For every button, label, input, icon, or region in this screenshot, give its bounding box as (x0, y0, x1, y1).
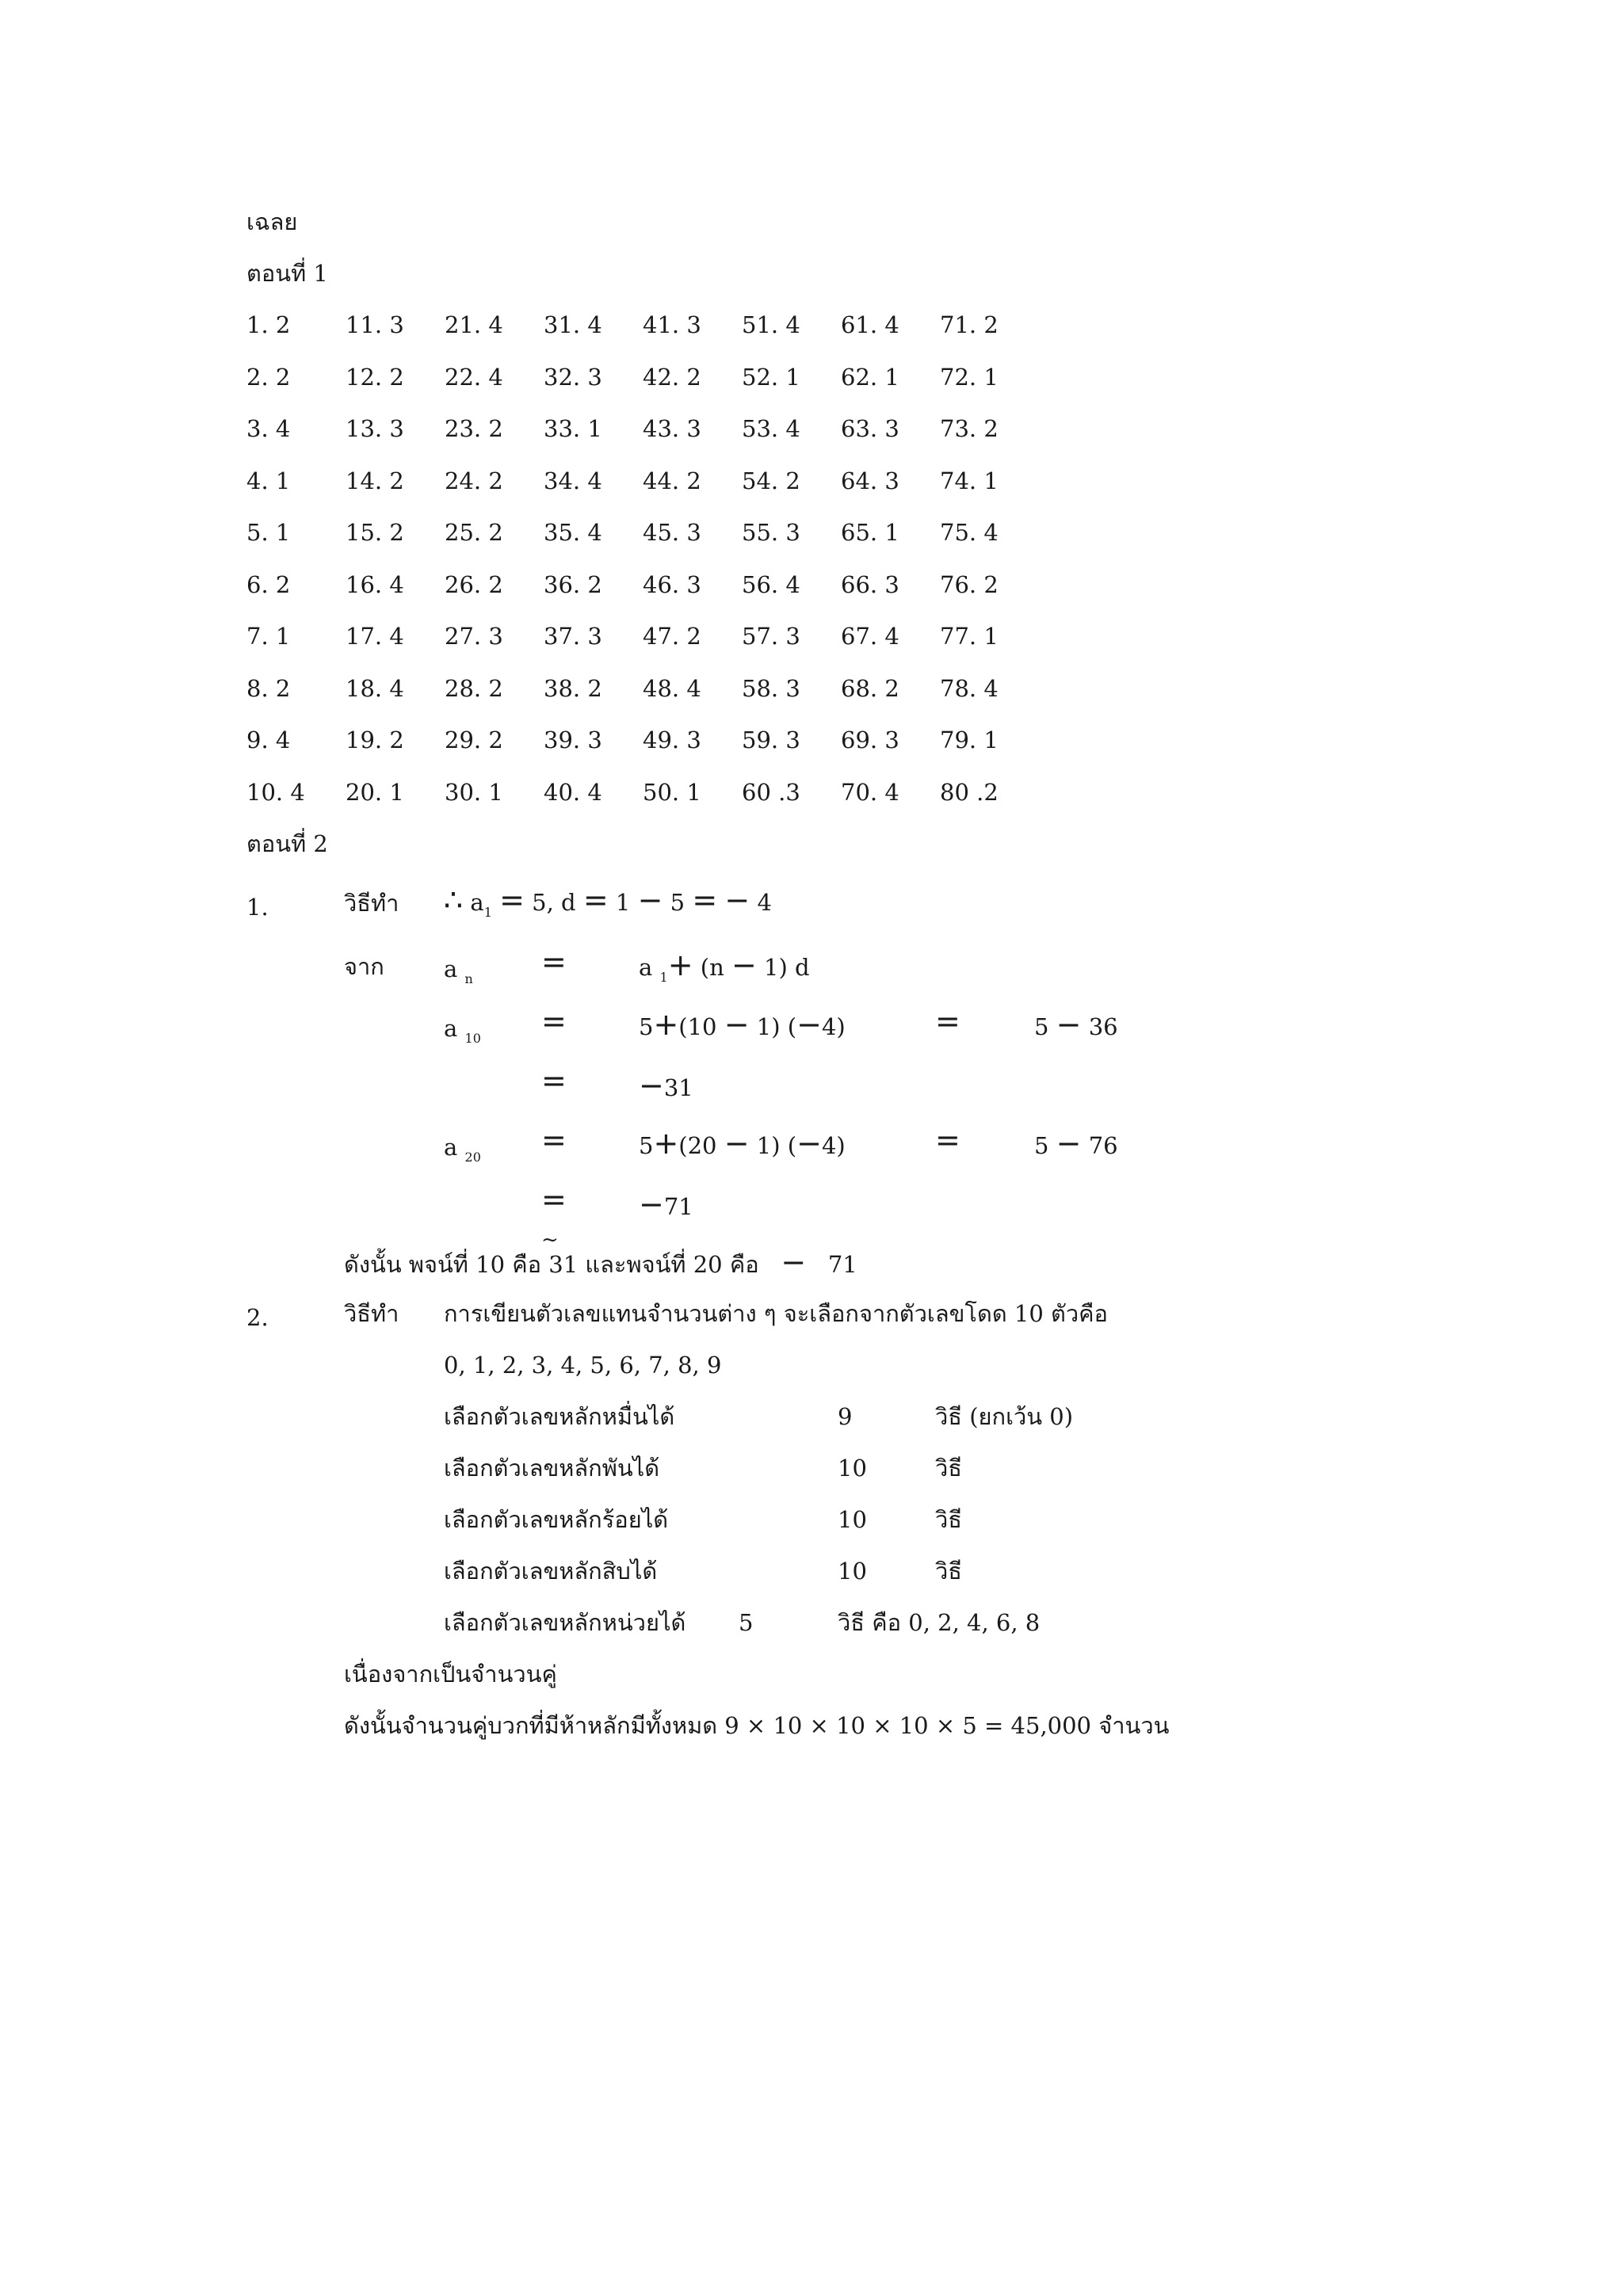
choice-unit: วิธี (935, 1455, 962, 1482)
answer-cell: 42. 2 (643, 364, 701, 391)
answer-cell: 23. 2 (445, 415, 503, 442)
answer-cell: 47. 2 (643, 623, 701, 650)
answer-cell: 78. 4 (940, 675, 999, 702)
choice-label: เลือกตัวเลขหลักสิบได้ (444, 1558, 658, 1585)
answer-cell: 52. 1 (742, 364, 800, 391)
q2-reason: เนื่องจากเป็นจำนวนคู่ (344, 1661, 557, 1688)
equals-sign: = (935, 1123, 960, 1158)
q1-conclusion: ดังนั้น พจน์ที่ 10 คือ 31 และพจน์ที่ 20 คือ − 71 (344, 1245, 857, 1280)
answer-cell: 36. 2 (544, 571, 602, 598)
answer-cell: 80 .2 (940, 779, 999, 806)
q2-conclusion: ดังนั้นจำนวนคู่บวกที่มีห้าหลักมีทั้งหมด 9 × 10 × 10 × 10 × 5 = 45,000 จำนวน (344, 1712, 1170, 1739)
part2-title: ตอนที่ 2 (246, 830, 328, 857)
answer-cell: 61. 4 (841, 311, 899, 338)
answer-cell: 33. 1 (544, 415, 602, 442)
q2-number: 2. (246, 1304, 269, 1331)
answer-cell: 55. 3 (742, 519, 800, 546)
answer-cell: 64. 3 (841, 467, 899, 494)
answer-cell: 19. 2 (346, 727, 404, 753)
answer-cell: 69. 3 (841, 727, 899, 753)
choice-label: เลือกตัวเลขหลักร้อยได้ (444, 1506, 669, 1533)
answer-cell: 63. 3 (841, 415, 899, 442)
answer-cell: 39. 3 (544, 727, 602, 753)
choice-label: เลือกตัวเลขหลักหมื่นได้ (444, 1403, 675, 1430)
answer-cell: 15. 2 (346, 519, 404, 546)
answer-cell: 60 .3 (742, 779, 800, 806)
answer-cell: 74. 1 (940, 467, 999, 494)
answer-cell: 67. 4 (841, 623, 899, 650)
answer-cell: 20. 1 (346, 779, 404, 806)
answer-cell: 79. 1 (940, 727, 999, 753)
a20-result: −71 (639, 1187, 693, 1222)
an-term: a $_n$ (444, 955, 473, 986)
answer-cell: 10. 4 (246, 779, 305, 806)
a10-simplified: 5 − 36 (1034, 1007, 1118, 1042)
answer-cell: 7. 1 (246, 623, 291, 650)
answer-cell: 76. 2 (940, 571, 999, 598)
answer-cell: 68. 2 (841, 675, 899, 702)
answer-cell: 26. 2 (445, 571, 503, 598)
answer-cell: 30. 1 (445, 779, 503, 806)
choice-label: เลือกตัวเลขหลักพันได้ (444, 1455, 660, 1482)
answer-cell: 29. 2 (445, 727, 503, 753)
units-choice-unit: วิธี คือ 0, 2, 4, 6, 8 (838, 1609, 1041, 1636)
answer-cell: 4. 1 (246, 467, 291, 494)
answer-cell: 72. 1 (940, 364, 999, 391)
q1-given: ∴ $a_1 = 5$, d = 1 − 5 = − 4 (444, 883, 772, 920)
answer-cell: 6. 2 (246, 571, 291, 598)
equals-sign: = (541, 1182, 567, 1217)
answer-cell: 16. 4 (346, 571, 404, 598)
part1-title: ตอนที่ 1 (246, 260, 328, 287)
answer-cell: 38. 2 (544, 675, 602, 702)
choice-count: 10 (838, 1506, 867, 1533)
tilde-mark: ~ (541, 1228, 559, 1252)
answer-cell: 40. 4 (544, 779, 602, 806)
a20-term: a $_{20}$ (444, 1134, 481, 1165)
answer-cell: 8. 2 (246, 675, 291, 702)
equals-sign: = (541, 1063, 567, 1098)
answer-cell: 24. 2 (445, 467, 503, 494)
answer-cell: 17. 4 (346, 623, 404, 650)
answer-cell: 28. 2 (445, 675, 503, 702)
answer-cell: 62. 1 (841, 364, 899, 391)
answer-cell: 53. 4 (742, 415, 800, 442)
answer-cell: 44. 2 (643, 467, 701, 494)
answer-cell: 31. 4 (544, 311, 602, 338)
units-choice-label: เลือกตัวเลขหลักหน่วยได้ (444, 1609, 686, 1636)
answer-cell: 46. 3 (643, 571, 701, 598)
page-heading: เฉลย (246, 208, 298, 235)
choice-count: 10 (838, 1558, 867, 1585)
answer-cell: 32. 3 (544, 364, 602, 391)
answer-cell: 2. 2 (246, 364, 291, 391)
equals-sign: = (935, 1004, 960, 1039)
answer-cell: 75. 4 (940, 519, 999, 546)
equals-sign: = (541, 944, 567, 979)
answer-cell: 43. 3 (643, 415, 701, 442)
choice-unit: วิธี (ยกเว้น 0) (935, 1403, 1074, 1430)
answer-cell: 25. 2 (445, 519, 503, 546)
answer-cell: 3. 4 (246, 415, 291, 442)
answer-cell: 48. 4 (643, 675, 701, 702)
choice-count: 9 (838, 1403, 853, 1430)
answer-cell: 71. 2 (940, 311, 999, 338)
answer-cell: 45. 3 (643, 519, 701, 546)
answer-cell: 56. 4 (742, 571, 800, 598)
answer-cell: 58. 3 (742, 675, 800, 702)
answer-cell: 27. 3 (445, 623, 503, 650)
a10-substitution: 5+(10 − 1) (−4) (639, 1007, 846, 1042)
answer-cell: 1. 2 (246, 311, 291, 338)
answer-cell: 5. 1 (246, 519, 291, 546)
answer-cell: 35. 4 (544, 519, 602, 546)
equals-sign: = (541, 1004, 567, 1039)
therefore-symbol: ∴ (444, 883, 464, 917)
answer-cell: 49. 3 (643, 727, 701, 753)
q1-from-label: จาก (344, 953, 384, 980)
q1-method-label: วิธีทำ (344, 890, 399, 917)
answer-cell: 22. 4 (445, 364, 503, 391)
answer-cell: 73. 2 (940, 415, 999, 442)
answer-cell: 65. 1 (841, 519, 899, 546)
answer-cell: 70. 4 (841, 779, 899, 806)
units-choice-count: 5 (739, 1609, 754, 1636)
answer-cell: 18. 4 (346, 675, 404, 702)
q2-intro: การเขียนตัวเลขแทนจำนวนต่าง ๆ จะเลือกจากตัวเลขโดด 10 ตัวคือ (444, 1300, 1108, 1327)
answer-cell: 54. 2 (742, 467, 800, 494)
choice-unit: วิธี (935, 1506, 962, 1533)
q2-method-label: วิธีทำ (344, 1300, 399, 1327)
answer-cell: 51. 4 (742, 311, 800, 338)
answer-cell: 57. 3 (742, 623, 800, 650)
answer-cell: 41. 3 (643, 311, 701, 338)
equals-sign: = (541, 1123, 567, 1158)
answer-cell: 21. 4 (445, 311, 503, 338)
a10-term: a $_{10}$ (444, 1015, 481, 1046)
choice-count: 10 (838, 1455, 867, 1482)
answer-cell: 66. 3 (841, 571, 899, 598)
general-formula: a $_1$+ (n − 1) d (639, 948, 810, 985)
answer-cell: 13. 3 (346, 415, 404, 442)
answer-cell: 50. 1 (643, 779, 701, 806)
answer-cell: 77. 1 (940, 623, 999, 650)
answer-cell: 34. 4 (544, 467, 602, 494)
choice-unit: วิธี (935, 1558, 962, 1585)
a20-simplified: 5 − 76 (1034, 1126, 1118, 1161)
q2-digits: 0, 1, 2, 3, 4, 5, 6, 7, 8, 9 (444, 1352, 722, 1379)
answer-cell: 14. 2 (346, 467, 404, 494)
answer-cell: 59. 3 (742, 727, 800, 753)
q1-number: 1. (246, 894, 269, 921)
answer-cell: 12. 2 (346, 364, 404, 391)
a10-result: −31 (639, 1068, 693, 1103)
answer-cell: 37. 3 (544, 623, 602, 650)
a20-substitution: 5+(20 − 1) (−4) (639, 1126, 846, 1161)
answer-cell: 11. 3 (346, 311, 404, 338)
answer-cell: 9. 4 (246, 727, 291, 753)
